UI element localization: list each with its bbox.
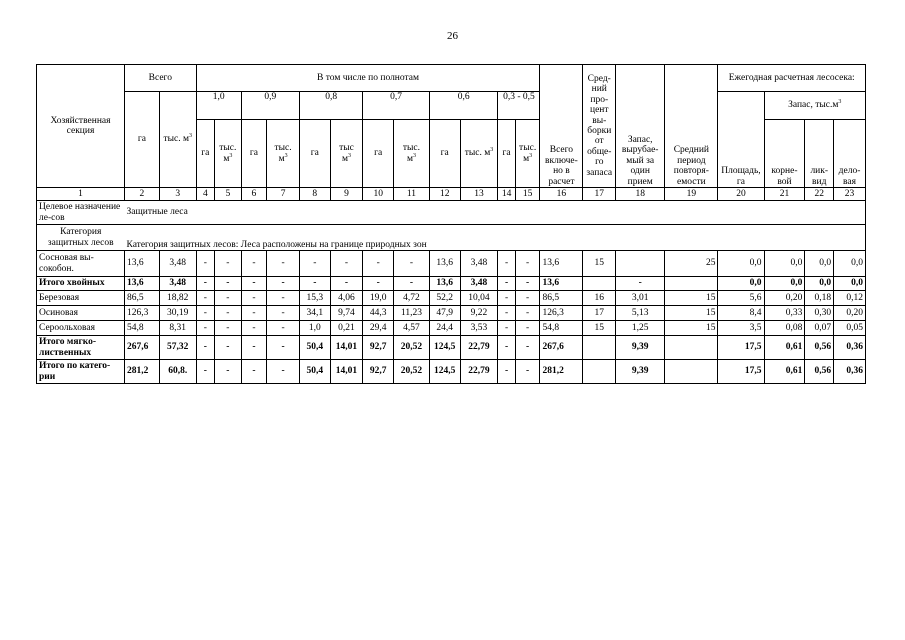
table-cell: 15 [665, 291, 718, 306]
category-label: Категория защитных лесов [37, 225, 125, 251]
column-number: 21 [764, 188, 805, 201]
column-number: 12 [429, 188, 460, 201]
header-ha: га [299, 120, 330, 188]
column-number: 8 [299, 188, 330, 201]
table-cell: - [515, 321, 540, 336]
header-ha: га [498, 120, 515, 188]
table-cell: 3,48 [460, 277, 498, 291]
table-cell: 0,0 [834, 251, 866, 277]
header-k-m3: тыс. $м^3$ [460, 120, 498, 188]
table-cell: - [215, 306, 242, 321]
table-cell: 9,74 [330, 306, 363, 321]
header-avg-period: Средний период повторя-емости [665, 65, 718, 188]
header-total-k-m3: тыс. $м^3$ [159, 92, 196, 188]
column-number: 22 [805, 188, 834, 201]
table-cell: 44,3 [363, 306, 394, 321]
table-cell [665, 277, 718, 291]
table-cell: 3,53 [460, 321, 498, 336]
table-cell: 267,6 [540, 336, 583, 360]
table-cell: - [267, 251, 300, 277]
table-cell: - [241, 291, 267, 306]
header-density-5: 0,6 [429, 92, 498, 120]
header-ha: га [363, 120, 394, 188]
table-cell [665, 336, 718, 360]
table-cell: - [215, 251, 242, 277]
table-cell: - [515, 306, 540, 321]
column-number: 20 [718, 188, 764, 201]
table-row [37, 306, 866, 321]
table-cell: 281,2 [125, 360, 160, 384]
header-k-m3: тыс. $м^3$ [215, 120, 242, 188]
table-cell: 15,3 [299, 291, 330, 306]
table-cell: 29,4 [363, 321, 394, 336]
table-cell: 20,52 [394, 336, 430, 360]
table-cell: 0,21 [330, 321, 363, 336]
table-cell: - [330, 277, 363, 291]
table-cell: - [241, 306, 267, 321]
table-cell: - [267, 321, 300, 336]
table-cell: 20,52 [394, 360, 430, 384]
header-stock-cut: Запас, вырубае-мый за один прием [616, 65, 665, 188]
table-cell: - [515, 336, 540, 360]
table-cell: - [267, 277, 300, 291]
table-cell: 30,19 [159, 306, 196, 321]
table-cell [583, 277, 616, 291]
column-number: 6 [241, 188, 267, 201]
table-cell: 54,8 [540, 321, 583, 336]
table-cell: 8,31 [159, 321, 196, 336]
table-cell: 22,79 [460, 360, 498, 384]
table-cell [616, 251, 665, 277]
table-cell: 0,0 [764, 277, 805, 291]
column-number: 23 [834, 188, 866, 201]
header-total: Всего [125, 65, 197, 92]
table-cell: 5,13 [616, 306, 665, 321]
table-cell: 24,4 [429, 321, 460, 336]
header-area-ha: Площадь, га [718, 92, 764, 188]
header-ha: га [429, 120, 460, 188]
table-cell: 9,39 [616, 360, 665, 384]
table-cell: 0,20 [764, 291, 805, 306]
table-cell: 60,8. [159, 360, 196, 384]
table-cell: 13,6 [429, 251, 460, 277]
table-cell: - [241, 321, 267, 336]
table-cell: - [196, 336, 214, 360]
table-cell: 126,3 [540, 306, 583, 321]
header-sections: Хозяйственная секция [37, 65, 125, 188]
table-cell: 92,7 [363, 360, 394, 384]
table-cell: 3,48 [159, 277, 196, 291]
table-cell: - [515, 291, 540, 306]
table-cell: - [394, 251, 430, 277]
column-number: 11 [394, 188, 430, 201]
header-stock-group: Запас, $тыс.м^3$ [764, 92, 866, 120]
total-row [37, 360, 866, 384]
purpose-label: Целевое назначение ле-сов [37, 201, 125, 225]
table-cell: - [267, 360, 300, 384]
header-density-4: 0,7 [363, 92, 430, 120]
header-ha: га [196, 120, 214, 188]
table-cell: 0,36 [834, 360, 866, 384]
table-cell: - [215, 291, 242, 306]
table-cell: 0,0 [834, 277, 866, 291]
table-cell: 281,2 [540, 360, 583, 384]
table-cell: 14,01 [330, 360, 363, 384]
table-cell: 0,0 [764, 251, 805, 277]
table-cell: 1,25 [616, 321, 665, 336]
column-number: 15 [515, 188, 540, 201]
header-annual: Ежегодная расчетная лесосека: [718, 65, 866, 92]
table-cell: 0,61 [764, 360, 805, 384]
row-name: Итого по катего-рии [37, 360, 125, 384]
table-cell: 4,57 [394, 321, 430, 336]
table-cell: 22,79 [460, 336, 498, 360]
header-k-m3: тыс. $м^3$ [515, 120, 540, 188]
table-cell: 15 [665, 321, 718, 336]
table-cell: 47,9 [429, 306, 460, 321]
category-value: Категория защитных лесов: Леса расположены на границе природных зон [125, 225, 866, 251]
table-cell: 0,30 [805, 306, 834, 321]
table-cell: 10,04 [460, 291, 498, 306]
table-cell: - [515, 251, 540, 277]
column-number: 3 [159, 188, 196, 201]
table-cell: 3,48 [460, 251, 498, 277]
table-cell: - [196, 360, 214, 384]
table-cell: 19,0 [363, 291, 394, 306]
header-k-m3: тыс. $м^3$ [394, 120, 430, 188]
table-cell: 0,12 [834, 291, 866, 306]
table-cell: 54,8 [125, 321, 160, 336]
table-cell: - [215, 277, 242, 291]
page-number: 26 [447, 30, 458, 42]
table-cell: 0,0 [718, 251, 764, 277]
table-cell: 11,23 [394, 306, 430, 321]
column-number: 16 [540, 188, 583, 201]
column-number: 7 [267, 188, 300, 201]
table-cell: 0,36 [834, 336, 866, 360]
total-row [37, 336, 866, 360]
table-cell: 16 [583, 291, 616, 306]
header-by-density: В том числе по полнотам [196, 65, 540, 92]
table-cell: - [241, 251, 267, 277]
table-cell: - [394, 277, 430, 291]
column-number: 17 [583, 188, 616, 201]
row-name: Осиновая [37, 306, 125, 321]
table-cell: 13,6 [125, 251, 160, 277]
table-cell: 15 [665, 306, 718, 321]
table-cell: - [515, 360, 540, 384]
table-cell [583, 336, 616, 360]
table-cell: - [196, 277, 214, 291]
table-cell: 14,01 [330, 336, 363, 360]
column-number: 1 [37, 188, 125, 201]
column-number: 9 [330, 188, 363, 201]
table-cell: 3,01 [616, 291, 665, 306]
header-avg-pct: Сред-ний про-цент вы-борки от обще-го запаса [583, 65, 616, 188]
table-cell: 124,5 [429, 360, 460, 384]
table-cell: - [299, 251, 330, 277]
table-cell: 17,5 [718, 336, 764, 360]
table-cell [583, 360, 616, 384]
row-name: Сероольховая [37, 321, 125, 336]
table-cell: 3,5 [718, 321, 764, 336]
header-total-included: Всего включе-но в расчет [540, 65, 583, 188]
column-numbers-row [37, 188, 866, 201]
table-cell: 0,20 [834, 306, 866, 321]
table-cell: - [241, 277, 267, 291]
table-cell: 267,6 [125, 336, 160, 360]
table-cell: 3,48 [159, 251, 196, 277]
table-cell: 0,08 [764, 321, 805, 336]
column-number: 5 [215, 188, 242, 201]
table-cell: - [498, 291, 515, 306]
table-cell: 4,06 [330, 291, 363, 306]
table-cell: 0,56 [805, 336, 834, 360]
header-ha: га [241, 120, 267, 188]
table-cell: 0,0 [805, 251, 834, 277]
table-cell: - [363, 251, 394, 277]
row-name: Итого мягко-лиственных [37, 336, 125, 360]
table-cell: - [196, 306, 214, 321]
table-cell: - [196, 321, 214, 336]
row-name: Березовая [37, 291, 125, 306]
table-cell: 0,07 [805, 321, 834, 336]
table-cell: 13,6 [429, 277, 460, 291]
table-cell: 57,32 [159, 336, 196, 360]
table-cell: 17 [583, 306, 616, 321]
table-cell: - [330, 251, 363, 277]
total-row [37, 277, 866, 291]
table-cell: 50,4 [299, 360, 330, 384]
header-liquid: лик-вид [805, 120, 834, 188]
table-cell: 0,56 [805, 360, 834, 384]
table-cell: - [267, 291, 300, 306]
table-cell: 34,1 [299, 306, 330, 321]
column-number: 19 [665, 188, 718, 201]
table-cell: 0,61 [764, 336, 805, 360]
column-number: 18 [616, 188, 665, 201]
table-cell: 86,5 [540, 291, 583, 306]
table-cell: 86,5 [125, 291, 160, 306]
table-cell: 15 [583, 251, 616, 277]
header-k-m3: тыс $м^3$ [330, 120, 363, 188]
column-number: 14 [498, 188, 515, 201]
table-cell: 25 [665, 251, 718, 277]
table-cell: - [299, 277, 330, 291]
column-number: 2 [125, 188, 160, 201]
table-cell: - [616, 277, 665, 291]
header-density-2: 0,9 [241, 92, 299, 120]
table-cell: 8,4 [718, 306, 764, 321]
table-row [37, 321, 866, 336]
table-cell: 17,5 [718, 360, 764, 384]
header-density-3: 0,8 [299, 92, 362, 120]
table-cell: 13,6 [540, 251, 583, 277]
table-cell: - [498, 360, 515, 384]
table-cell: 92,7 [363, 336, 394, 360]
table-cell: 13,6 [540, 277, 583, 291]
column-number: 13 [460, 188, 498, 201]
table-cell: 9,39 [616, 336, 665, 360]
table-cell: 9,22 [460, 306, 498, 321]
purpose-value: Защитные леса [125, 201, 866, 225]
header-total-ha: га [125, 92, 160, 188]
table-cell: 0,33 [764, 306, 805, 321]
table-cell: - [515, 277, 540, 291]
table-cell: - [498, 251, 515, 277]
table-cell: - [215, 336, 242, 360]
header-k-m3: тыс. $м^3$ [267, 120, 300, 188]
table-cell: 13,6 [125, 277, 160, 291]
table-row [37, 251, 866, 277]
table-cell: 0,0 [718, 277, 764, 291]
forest-table [36, 64, 866, 384]
row-name: Сосновая вы-сокобон. [37, 251, 125, 277]
table-cell: - [241, 336, 267, 360]
table-cell: - [498, 336, 515, 360]
table-row [37, 291, 866, 306]
header-root: корне-вой [764, 120, 805, 188]
table-cell: - [215, 321, 242, 336]
table-cell: 0,0 [805, 277, 834, 291]
table-cell: 126,3 [125, 306, 160, 321]
table-cell: - [498, 306, 515, 321]
table-cell [665, 360, 718, 384]
table-cell: 50,4 [299, 336, 330, 360]
table-cell: 0,05 [834, 321, 866, 336]
table-cell: - [498, 321, 515, 336]
table-cell: 1,0 [299, 321, 330, 336]
table-cell: - [267, 306, 300, 321]
column-number: 4 [196, 188, 214, 201]
table-cell: 124,5 [429, 336, 460, 360]
table-cell: 5,6 [718, 291, 764, 306]
table-cell: - [267, 336, 300, 360]
table-cell: 15 [583, 321, 616, 336]
table-cell: 18,82 [159, 291, 196, 306]
row-name: Итого хвойных [37, 277, 125, 291]
table-cell: - [196, 251, 214, 277]
column-number: 10 [363, 188, 394, 201]
table-cell: 4,72 [394, 291, 430, 306]
table-cell: - [196, 291, 214, 306]
table-cell: 52,2 [429, 291, 460, 306]
table-cell: - [498, 277, 515, 291]
table-cell: 0,18 [805, 291, 834, 306]
header-density-6: 0,3 - 0,5 [498, 92, 540, 120]
header-density-1: 1,0 [196, 92, 241, 120]
table-cell: - [363, 277, 394, 291]
table-cell: - [241, 360, 267, 384]
table-cell: - [215, 360, 242, 384]
header-business: дело-вая [834, 120, 866, 188]
